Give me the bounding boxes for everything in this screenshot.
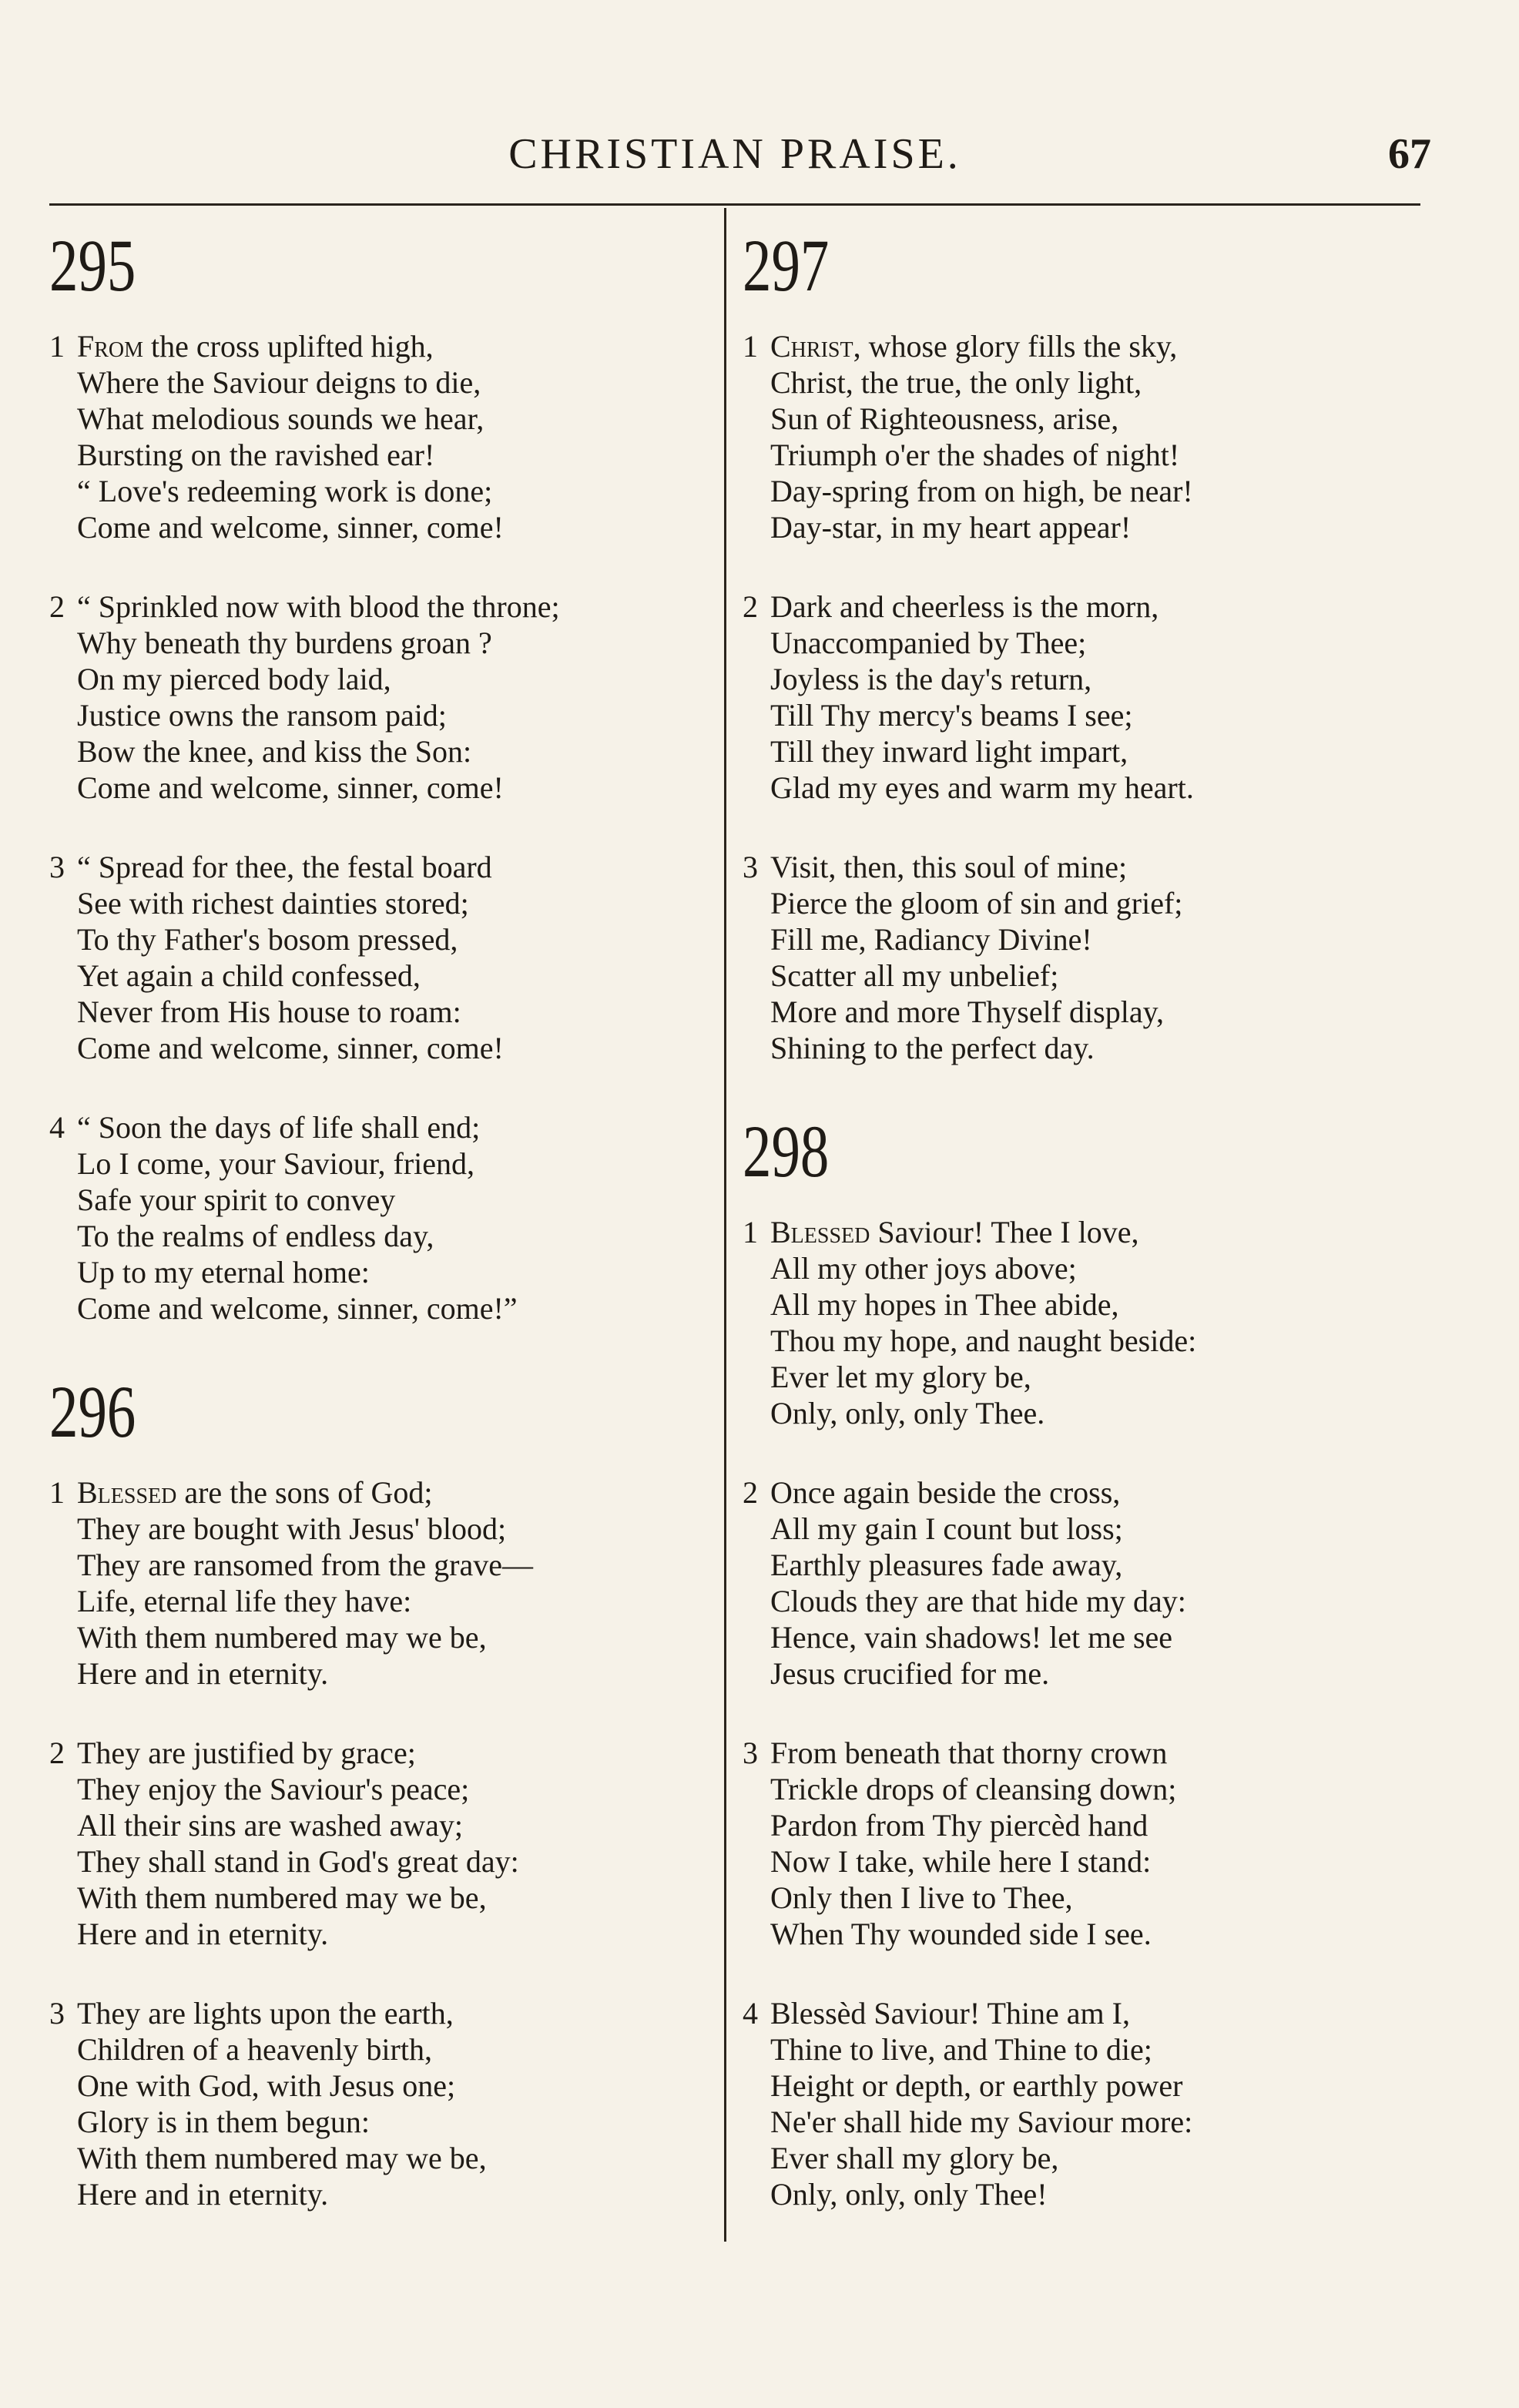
verse-line: One with God, with Jesus one; — [77, 2068, 456, 2103]
line-text: Dark and cheerless is the morn, — [770, 589, 1159, 624]
line-text: Saviour! Thee I love, — [870, 1215, 1139, 1249]
verse-line: Bursting on the ravished ear! — [77, 438, 435, 472]
verse-line: Christ, the true, the only light, — [770, 365, 1142, 400]
verse-line: Hence, vain shadows! let me see — [770, 1620, 1173, 1655]
verse-line: More and more Thyself display, — [770, 994, 1164, 1029]
stanza — [743, 1735, 1420, 1952]
verse-line: All my hopes in Thee abide, — [770, 1287, 1119, 1322]
hymn-block — [743, 1109, 1420, 2212]
first-word: Christ — [770, 329, 853, 364]
verse-line: Ever shall my glory be, — [770, 2141, 1059, 2175]
stanza-number: 2 — [743, 1475, 758, 1510]
verse-line: Ne'er shall hide my Saviour more: — [770, 2104, 1193, 2139]
stanza — [49, 589, 727, 806]
verse-line: When Thy wounded side I see. — [770, 1917, 1152, 1951]
first-word: Blessed — [770, 1215, 870, 1249]
verse-line: Thou my hope, and naught beside: — [770, 1323, 1197, 1358]
verse-line: Here and in eternity. — [77, 1656, 329, 1691]
line-text: the cross uplifted high, — [143, 329, 434, 364]
stanza — [49, 849, 727, 1066]
stanza-number: 1 — [49, 1475, 65, 1510]
verse-line: Glad my eyes and warm my heart. — [770, 770, 1194, 805]
line-text: “ Spread for thee, the festal board — [77, 850, 492, 884]
verse-line — [770, 589, 1420, 625]
stanza — [49, 1474, 727, 1692]
verse-line: Shining to the perfect day. — [770, 1031, 1095, 1065]
verse-line: Children of a heavenly birth, — [77, 2032, 432, 2067]
stanza — [743, 1214, 1420, 1431]
verse-line — [77, 1995, 727, 2031]
stanza — [743, 328, 1420, 545]
left-column — [49, 208, 727, 2255]
verse-line: “ Love's redeeming work is done; — [77, 474, 493, 508]
stanza-number: 3 — [743, 1736, 758, 1770]
verse-line: Come and welcome, sinner, come!” — [77, 1291, 518, 1326]
verse-line: Where the Saviour deigns to die, — [77, 365, 481, 400]
stanza-number: 4 — [49, 1110, 65, 1145]
verse-line: On my pierced body laid, — [77, 662, 391, 696]
hymn-number: 298 — [743, 1110, 830, 1192]
stanza — [743, 589, 1420, 806]
verse-line — [770, 328, 1420, 364]
stanza-number: 3 — [49, 850, 65, 884]
stanza-number: 1 — [743, 1215, 758, 1249]
stanza — [49, 1995, 727, 2212]
verse-line: They enjoy the Saviour's peace; — [77, 1772, 470, 1806]
stanza — [743, 1474, 1420, 1692]
hymn-block — [49, 1370, 727, 2212]
line-text: Once again beside the cross, — [770, 1475, 1121, 1510]
line-text: They are justified by grace; — [77, 1736, 416, 1770]
verse-line: With them numbered may we be, — [77, 2141, 487, 2175]
verse-line: Bow the knee, and kiss the Son: — [77, 734, 472, 769]
verse-line: Day-spring from on high, be near! — [770, 474, 1193, 508]
verse-line: Earthly pleasures fade away, — [770, 1548, 1123, 1582]
hymn-number: 295 — [49, 224, 136, 307]
page-header — [49, 123, 1431, 185]
line-text: Visit, then, this soul of mine; — [770, 850, 1128, 884]
stanza-number: 1 — [49, 329, 65, 364]
first-word: From — [77, 329, 144, 364]
verse-line: Trickle drops of cleansing down; — [770, 1772, 1177, 1806]
verse-line: They are bought with Jesus' blood; — [77, 1511, 507, 1546]
line-text: Blessèd Saviour! Thine am I, — [770, 1996, 1130, 2031]
line-text: “ Soon the days of life shall end; — [77, 1110, 481, 1145]
right-column — [743, 208, 1420, 2255]
hymn-number: 297 — [743, 224, 830, 307]
verse-line: Till Thy mercy's beams I see; — [770, 698, 1133, 733]
line-text: are the sons of God; — [176, 1475, 433, 1510]
stanza-number: 3 — [49, 1996, 65, 2031]
stanza — [49, 1735, 727, 1952]
stanza — [743, 1995, 1420, 2212]
stanza-number: 2 — [49, 589, 65, 624]
verse-line: Lo I come, your Saviour, friend, — [77, 1146, 475, 1181]
verse-line: See with richest dainties stored; — [77, 886, 469, 921]
verse-line: All their sins are washed away; — [77, 1808, 463, 1843]
verse-line: To thy Father's bosom pressed, — [77, 922, 458, 957]
verse-line: Unaccompanied by Thee; — [770, 625, 1087, 660]
hymn-number: 296 — [49, 1370, 136, 1453]
line-text: They are lights upon the earth, — [77, 1996, 454, 2031]
verse-line: Glory is in them begun: — [77, 2104, 370, 2139]
verse-line: Only then I live to Thee, — [770, 1880, 1073, 1915]
verse-line — [77, 1474, 727, 1511]
verse-line: Jesus crucified for me. — [770, 1656, 1050, 1691]
stanza-number: 1 — [743, 329, 758, 364]
verse-line — [77, 1109, 727, 1145]
verse-line: Safe your spirit to convey — [77, 1182, 396, 1217]
verse-line: Here and in eternity. — [77, 2177, 329, 2212]
verse-line: All my gain I count but loss; — [770, 1511, 1123, 1546]
verse-line: All my other joys above; — [770, 1251, 1077, 1286]
verse-line: Scatter all my unbelief; — [770, 958, 1059, 993]
verse-line: Now I take, while here I stand: — [770, 1844, 1152, 1879]
verse-line: Day-star, in my heart appear! — [770, 510, 1132, 545]
verse-line: What melodious sounds we hear, — [77, 401, 485, 436]
verse-line: Only, only, only Thee. — [770, 1396, 1045, 1430]
verse-line — [770, 849, 1420, 885]
verse-line — [77, 1735, 727, 1771]
verse-line: Clouds they are that hide my day: — [770, 1584, 1186, 1618]
verse-line — [770, 1995, 1420, 2031]
line-text: , whose glory fills the sky, — [853, 329, 1178, 364]
stanza — [49, 328, 727, 545]
verse-line: Justice owns the ransom paid; — [77, 698, 447, 733]
verse-line: Triumph o'er the shades of night! — [770, 438, 1180, 472]
verse-line: Up to my eternal home: — [77, 1255, 370, 1290]
verse-line: Come and welcome, sinner, come! — [77, 1031, 504, 1065]
verse-line: Sun of Righteousness, arise, — [770, 401, 1119, 436]
verse-line — [770, 1474, 1420, 1511]
verse-line: Pardon from Thy piercèd hand — [770, 1808, 1148, 1843]
verse-line: They are ransomed from the grave— — [77, 1548, 533, 1582]
verse-line: Till they inward light impart, — [770, 734, 1128, 769]
page-number: 67 — [1388, 130, 1431, 178]
verse-line: Joyless is the day's return, — [770, 662, 1092, 696]
stanza-number: 3 — [743, 850, 758, 884]
verse-line: Pierce the gloom of sin and grief; — [770, 886, 1183, 921]
verse-line: Come and welcome, sinner, come! — [77, 770, 504, 805]
verse-line — [77, 589, 727, 625]
verse-line: Why beneath thy burdens groan ? — [77, 625, 492, 660]
stanza — [743, 849, 1420, 1066]
stanza-number: 2 — [49, 1736, 65, 1770]
first-word: Blessed — [77, 1475, 177, 1510]
verse-line — [770, 1735, 1420, 1771]
verse-line: Come and welcome, sinner, come! — [77, 510, 504, 545]
header-rule — [49, 203, 1420, 206]
verse-line — [77, 328, 727, 364]
verse-line — [77, 849, 727, 885]
line-text: From beneath that thorny crown — [770, 1736, 1168, 1770]
hymn-block — [743, 223, 1420, 1066]
verse-line: Thine to live, and Thine to die; — [770, 2032, 1152, 2067]
verse-line: They shall stand in God's great day: — [77, 1844, 519, 1879]
verse-line: Life, eternal life they have: — [77, 1584, 412, 1618]
verse-line: Here and in eternity. — [77, 1917, 329, 1951]
verse-line: Ever let my glory be, — [770, 1360, 1031, 1394]
verse-line: With them numbered may we be, — [77, 1880, 487, 1915]
verse-line — [770, 1214, 1420, 1250]
verse-line: Yet again a child confessed, — [77, 958, 421, 993]
stanza-number: 4 — [743, 1996, 758, 2031]
line-text: “ Sprinkled now with blood the throne; — [77, 589, 560, 624]
verse-line: Fill me, Radiancy Divine! — [770, 922, 1092, 957]
verse-line: Height or depth, or earthly power — [770, 2068, 1183, 2103]
stanza — [49, 1109, 727, 1326]
verse-line: With them numbered may we be, — [77, 1620, 487, 1655]
verse-line: Only, only, only Thee! — [770, 2177, 1048, 2212]
running-title: CHRISTIAN PRAISE. — [508, 130, 961, 178]
verse-line: To the realms of endless day, — [77, 1219, 434, 1253]
stanza-number: 2 — [743, 589, 758, 624]
verse-line: Never from His house to roam: — [77, 994, 461, 1029]
hymn-block — [49, 223, 727, 1326]
